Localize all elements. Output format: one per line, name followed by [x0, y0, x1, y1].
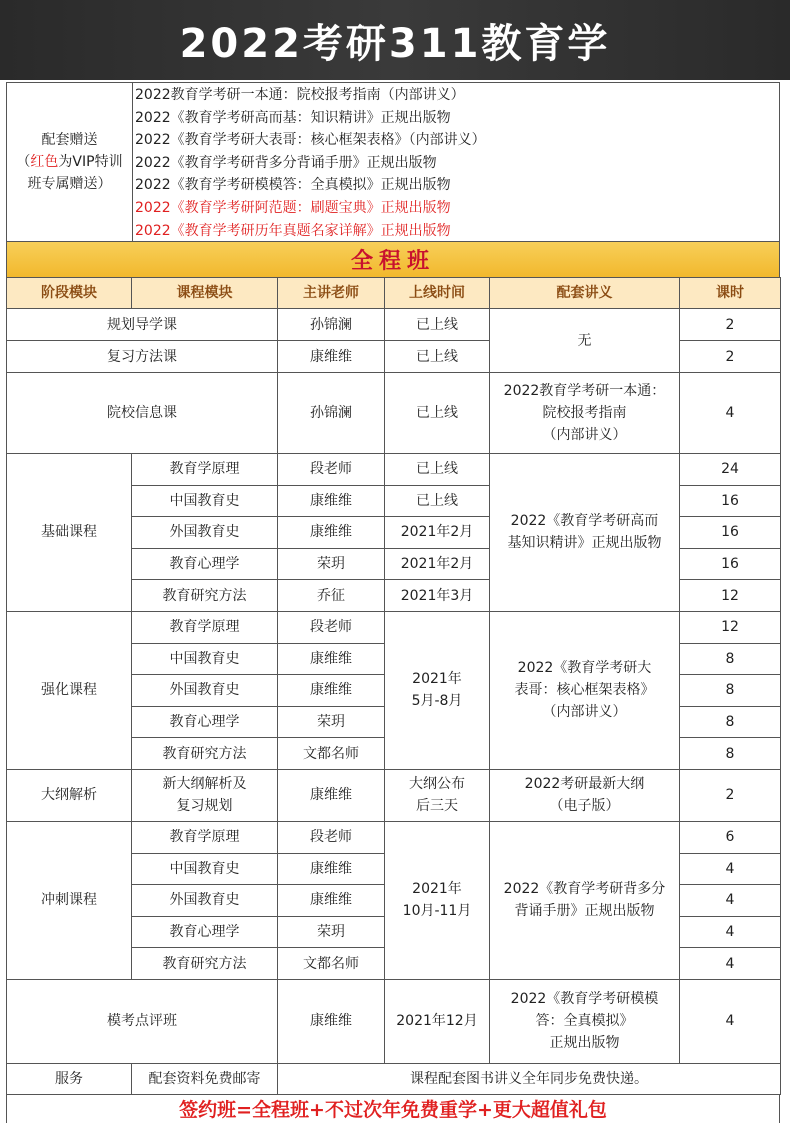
course-cell: 模考点评班 — [7, 979, 278, 1063]
material-line: 基知识精讲》正规出版物 — [507, 535, 662, 552]
course-cell: 规划导学课 — [7, 309, 278, 341]
material-cell — [490, 373, 680, 454]
course-cell: 教育研究方法 — [132, 580, 278, 612]
material-cell — [490, 611, 680, 769]
hours-cell: 4 — [680, 373, 781, 454]
teacher-cell: 康维维 — [278, 643, 385, 675]
gift-label-suffix: 为VIP特训 — [58, 154, 123, 170]
course-line: 复习规划 — [176, 798, 233, 815]
gift-label-prefix: （ — [16, 154, 31, 170]
hours-cell: 4 — [680, 885, 781, 917]
material-line: （内部讲义） — [542, 704, 627, 721]
header-hours: 课时 — [680, 278, 781, 309]
gift-section — [6, 82, 780, 242]
hours-cell: 16 — [680, 517, 781, 549]
hours-cell: 12 — [680, 611, 781, 643]
stage-cell: 服务 — [7, 1063, 132, 1094]
teacher-cell: 文都名师 — [278, 948, 385, 980]
course-cell: 教育学原理 — [132, 821, 278, 853]
header-time: 上线时间 — [385, 278, 490, 309]
hours-cell: 16 — [680, 485, 781, 517]
teacher-cell: 孙锦澜 — [278, 309, 385, 341]
hours-cell: 2 — [680, 309, 781, 341]
material-line: 背诵手册》正规出版物 — [514, 903, 655, 920]
time-cell — [385, 821, 490, 979]
stage-cell: 大纲解析 — [7, 769, 132, 821]
gift-item-vip: 2022《教育学考研阿范题：刷题宝典》正规出版物 — [135, 199, 451, 216]
gift-label-line3: 班专属赠送） — [27, 176, 112, 192]
teacher-cell: 段老师 — [278, 821, 385, 853]
gift-label-red: 红色 — [30, 154, 59, 170]
course-cell: 中国教育史 — [132, 853, 278, 885]
time-cell — [385, 611, 490, 769]
material-cell — [490, 769, 680, 821]
teacher-cell: 康维维 — [278, 979, 385, 1063]
hours-cell: 2 — [680, 341, 781, 373]
material-line: 2022教育学考研一本通： — [503, 383, 666, 399]
hours-cell: 8 — [680, 643, 781, 675]
material-cell: 无 — [490, 309, 680, 373]
course-cell: 外国教育史 — [132, 675, 278, 707]
teacher-cell: 康维维 — [278, 485, 385, 517]
course-cell: 中国教育史 — [132, 485, 278, 517]
teacher-cell: 荣玥 — [278, 916, 385, 948]
time-cell: 已上线 — [385, 373, 490, 454]
teacher-cell: 康维维 — [278, 341, 385, 373]
page-title: 2022考研311教育学 — [179, 20, 611, 67]
table-row — [7, 769, 781, 821]
teacher-cell: 段老师 — [278, 454, 385, 486]
header-teacher: 主讲老师 — [278, 278, 385, 309]
time-line: 后三天 — [416, 798, 458, 815]
material-cell — [490, 454, 680, 612]
gift-item: 2022《教育学考研大表哥：核心框架表格》（内部讲义） — [135, 132, 486, 149]
time-line: 5月-8月 — [411, 693, 463, 710]
teacher-cell: 文都名师 — [278, 738, 385, 770]
gift-label-line1: 配套赠送 — [41, 132, 98, 148]
gift-item: 2022《教育学考研背多分背诵手册》正规出版物 — [135, 154, 437, 171]
hours-cell: 24 — [680, 454, 781, 486]
teacher-cell: 荣玥 — [278, 706, 385, 738]
stage-cell: 强化课程 — [7, 611, 132, 769]
material-line: （内部讲义） — [542, 427, 627, 443]
teacher-cell: 康维维 — [278, 885, 385, 917]
table-row — [7, 611, 781, 643]
gift-item-vip: 2022《教育学考研历年真题名家详解》正规出版物 — [135, 222, 451, 239]
material-cell — [490, 979, 680, 1063]
time-cell: 已上线 — [385, 309, 490, 341]
material-line: 2022考研最新大纲 — [524, 776, 645, 793]
course-cell: 外国教育史 — [132, 885, 278, 917]
time-line: 大纲公布 — [409, 776, 465, 793]
time-cell — [385, 769, 490, 821]
title-banner — [0, 0, 790, 80]
course-table — [6, 277, 781, 1095]
table-row — [7, 821, 781, 853]
teacher-cell: 孙锦澜 — [278, 373, 385, 454]
time-cell: 2021年3月 — [385, 580, 490, 612]
course-line: 新大纲解析及 — [162, 776, 247, 793]
teacher-cell: 乔征 — [278, 580, 385, 612]
section-title: 全程班 — [350, 249, 435, 274]
teacher-cell: 康维维 — [278, 517, 385, 549]
hours-cell: 4 — [680, 979, 781, 1063]
material-line: 院校报考指南 — [542, 405, 627, 421]
course-cell: 教育学原理 — [132, 611, 278, 643]
hours-cell: 12 — [680, 580, 781, 612]
time-line: 2021年 — [412, 881, 462, 898]
teacher-cell: 康维维 — [278, 675, 385, 707]
hours-cell: 8 — [680, 738, 781, 770]
time-cell: 2021年12月 — [385, 979, 490, 1063]
stage-cell: 基础课程 — [7, 454, 132, 612]
course-cell: 教育心理学 — [132, 916, 278, 948]
header-material: 配套讲义 — [490, 278, 680, 309]
course-cell — [132, 769, 278, 821]
time-cell: 已上线 — [385, 341, 490, 373]
course-cell: 复习方法课 — [7, 341, 278, 373]
course-cell: 教育研究方法 — [132, 948, 278, 980]
header-stage: 阶段模块 — [7, 278, 132, 309]
time-line: 2021年 — [412, 671, 462, 688]
table-row — [7, 373, 781, 454]
footer-slogan: 签约班=全程班+不过次年免费重学+更大超值礼包 — [179, 1099, 607, 1121]
table-header-row — [7, 278, 781, 309]
hours-cell: 4 — [680, 853, 781, 885]
header-course: 课程模块 — [132, 278, 278, 309]
course-cell: 外国教育史 — [132, 517, 278, 549]
hours-cell: 8 — [680, 706, 781, 738]
time-cell: 已上线 — [385, 485, 490, 517]
hours-cell: 4 — [680, 948, 781, 980]
teacher-cell: 荣玥 — [278, 548, 385, 580]
stage-cell: 冲刺课程 — [7, 821, 132, 979]
table-row — [7, 454, 781, 486]
material-line: 2022《教育学考研高而 — [510, 513, 659, 530]
hours-cell: 4 — [680, 916, 781, 948]
time-line: 10月-11月 — [402, 903, 472, 920]
gift-label — [7, 83, 133, 241]
service-detail-cell: 课程配套图书讲义全年同步免费快递。 — [278, 1063, 781, 1094]
material-line: 表哥：核心框架表格》 — [514, 682, 655, 699]
material-line: 2022《教育学考研大 — [517, 660, 652, 677]
hours-cell: 6 — [680, 821, 781, 853]
course-cell: 配套资料免费邮寄 — [132, 1063, 278, 1094]
footer-band — [6, 1094, 780, 1123]
hours-cell: 16 — [680, 548, 781, 580]
material-line: 正规出版物 — [549, 1035, 620, 1052]
course-cell: 中国教育史 — [132, 643, 278, 675]
course-cell: 院校信息课 — [7, 373, 278, 454]
course-cell: 教育心理学 — [132, 548, 278, 580]
time-cell: 2021年2月 — [385, 548, 490, 580]
time-cell: 2021年2月 — [385, 517, 490, 549]
table-row — [7, 309, 781, 341]
teacher-cell: 康维维 — [278, 853, 385, 885]
hours-cell: 8 — [680, 675, 781, 707]
material-cell — [490, 821, 680, 979]
material-line: （电子版） — [549, 798, 620, 815]
gift-list — [133, 83, 779, 241]
gift-item: 2022教育学考研一本通：院校报考指南（内部讲义） — [135, 87, 465, 103]
course-cell: 教育研究方法 — [132, 738, 278, 770]
material-line: 2022《教育学考研背多分 — [503, 881, 666, 898]
teacher-cell: 段老师 — [278, 611, 385, 643]
gift-item: 2022《教育学考研高而基：知识精讲》正规出版物 — [135, 109, 451, 126]
course-cell: 教育学原理 — [132, 454, 278, 486]
teacher-cell: 康维维 — [278, 769, 385, 821]
table-row — [7, 979, 781, 1063]
gift-label-line2 — [16, 151, 122, 173]
material-line: 答：全真模拟》 — [535, 1013, 634, 1030]
gift-item: 2022《教育学考研模模答：全真模拟》正规出版物 — [135, 177, 451, 194]
course-cell: 教育心理学 — [132, 706, 278, 738]
table-row — [7, 1063, 781, 1094]
time-cell: 已上线 — [385, 454, 490, 486]
hours-cell: 2 — [680, 769, 781, 821]
section-band — [6, 242, 780, 277]
material-line: 2022《教育学考研模模 — [510, 991, 659, 1008]
